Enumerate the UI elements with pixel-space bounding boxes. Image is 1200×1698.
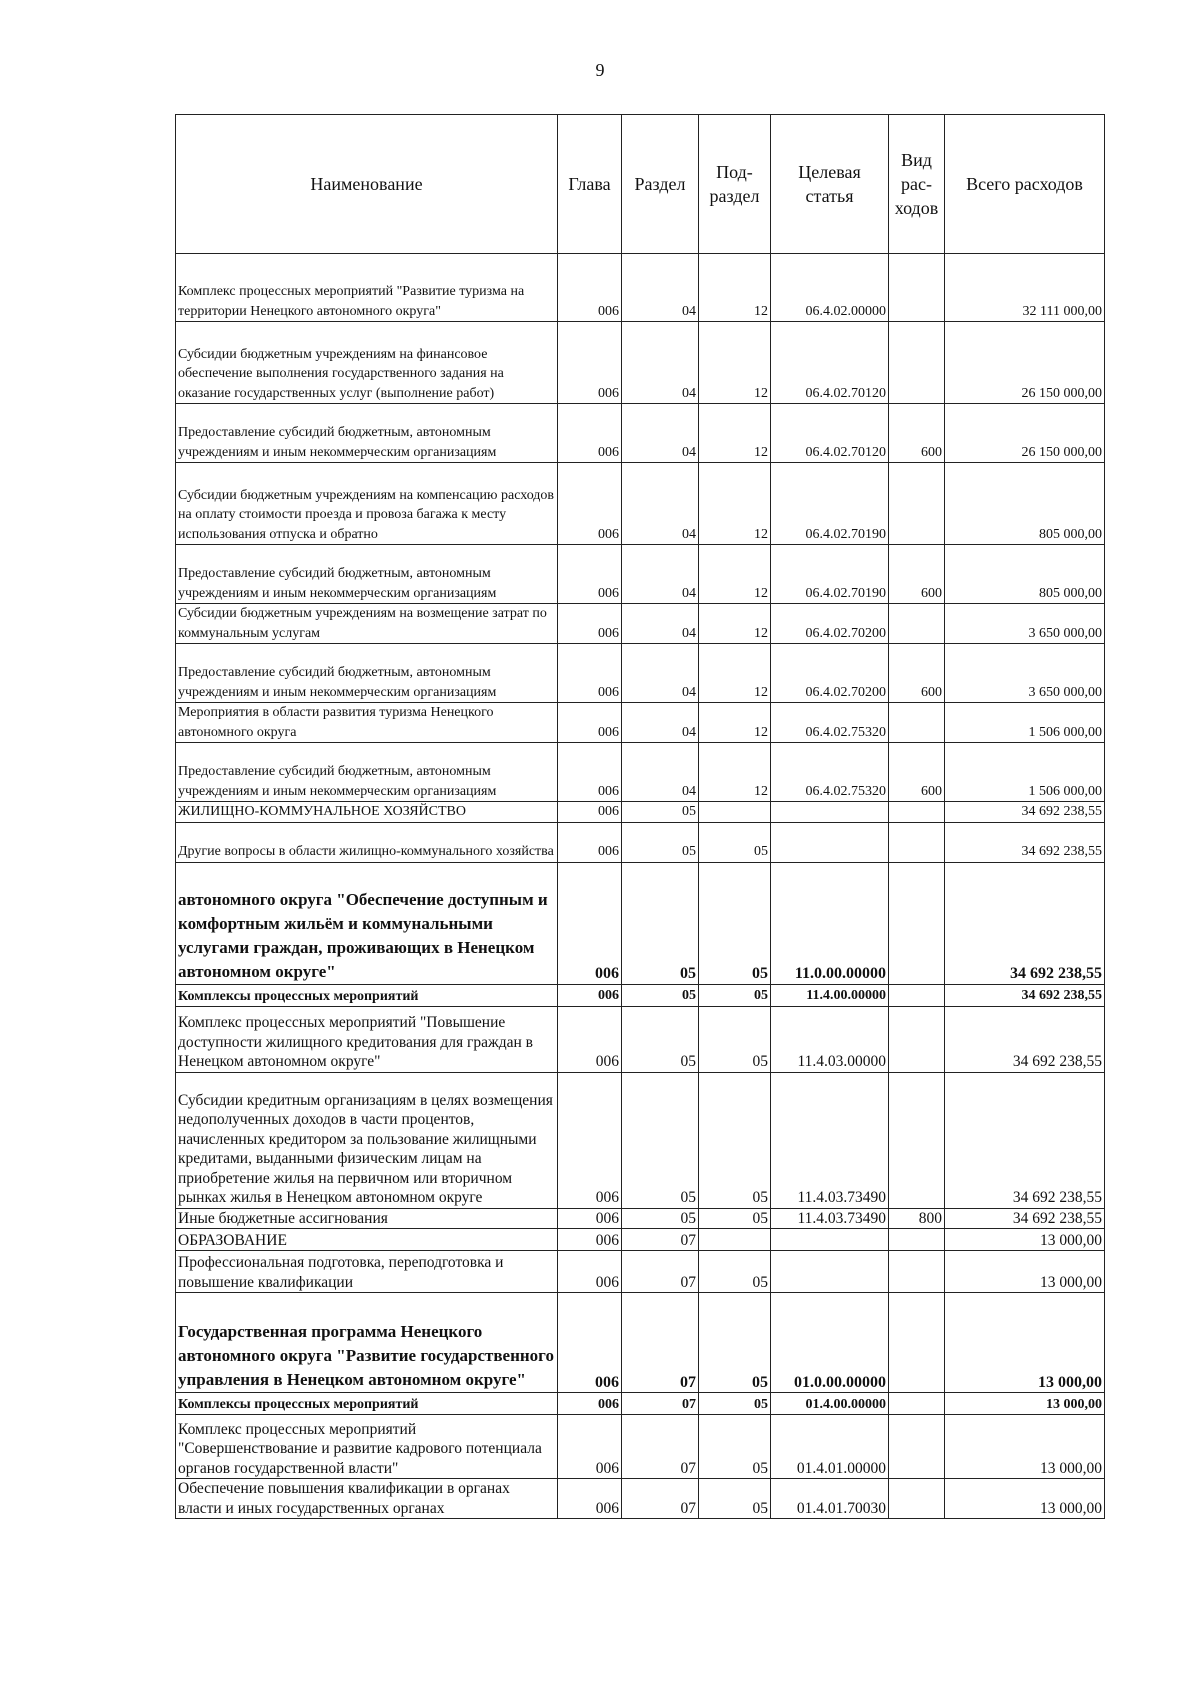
row-name: Предоставление субсидий бюджетным, автономным учреждениям и иным некоммерческим организациям	[178, 764, 497, 799]
row-name-cell	[176, 1229, 558, 1251]
row-glava-cell: 006	[558, 254, 622, 322]
table-row	[176, 1006, 1105, 1072]
row-razdel-cell: 05	[622, 822, 699, 862]
header-podrazdel: Под- раздел	[699, 115, 771, 254]
row-statya-cell: 06.4.02.75320	[771, 743, 889, 802]
row-razdel-cell: 05	[622, 1208, 699, 1229]
row-podrazdel-cell: 05	[699, 1479, 771, 1519]
row-total-cell: 26 150 000,00	[945, 404, 1105, 463]
row-total-cell: 34 692 238,55	[945, 1208, 1105, 1229]
row-total-cell: 3 650 000,00	[945, 644, 1105, 703]
row-total-cell: 13 000,00	[945, 1415, 1105, 1479]
row-total-cell: 26 150 000,00	[945, 322, 1105, 404]
row-total-cell: 805 000,00	[945, 463, 1105, 545]
row-razdel-cell: 04	[622, 322, 699, 404]
row-razdel-cell: 04	[622, 254, 699, 322]
table-row	[176, 703, 1105, 743]
row-razdel-cell: 05	[622, 1006, 699, 1072]
row-statya-cell: 06.4.02.70200	[771, 644, 889, 703]
table-row	[176, 743, 1105, 802]
row-podrazdel-cell: 12	[699, 404, 771, 463]
table-row	[176, 822, 1105, 862]
row-razdel-cell: 05	[622, 802, 699, 823]
row-glava-cell: 006	[558, 404, 622, 463]
row-vid-cell	[889, 1293, 945, 1393]
row-podrazdel-cell: 12	[699, 703, 771, 743]
row-name-cell	[176, 703, 558, 743]
row-name: ОБРАЗОВАНИЕ	[178, 1231, 287, 1249]
row-statya-cell	[771, 1229, 889, 1251]
row-name-cell	[176, 743, 558, 802]
row-glava-cell: 006	[558, 822, 622, 862]
row-razdel-cell: 05	[622, 984, 699, 1006]
header-statya: Целевая статья	[771, 115, 889, 254]
header-glava: Глава	[558, 115, 622, 254]
table-row	[176, 463, 1105, 545]
row-vid-cell	[889, 984, 945, 1006]
row-podrazdel-cell: 05	[699, 1208, 771, 1229]
row-vid-cell	[889, 1229, 945, 1251]
row-vid-cell	[889, 1006, 945, 1072]
row-glava-cell: 006	[558, 802, 622, 823]
row-statya-cell: 06.4.02.70200	[771, 604, 889, 644]
row-name-cell	[176, 822, 558, 862]
table-row	[176, 984, 1105, 1006]
row-vid-cell	[889, 862, 945, 984]
row-podrazdel-cell: 12	[699, 545, 771, 604]
row-podrazdel-cell: 12	[699, 743, 771, 802]
row-statya-cell: 11.4.03.73490	[771, 1208, 889, 1229]
row-podrazdel-cell	[699, 802, 771, 823]
row-statya-cell	[771, 802, 889, 823]
row-total-cell: 34 692 238,55	[945, 1006, 1105, 1072]
table-row	[176, 604, 1105, 644]
header-vid: Вид рас- ходов	[889, 115, 945, 254]
row-name-cell	[176, 404, 558, 463]
table-row	[176, 1293, 1105, 1393]
row-vid-cell	[889, 322, 945, 404]
row-name-cell	[176, 1208, 558, 1229]
row-razdel-cell: 07	[622, 1393, 699, 1415]
row-podrazdel-cell: 12	[699, 322, 771, 404]
row-name-cell	[176, 1072, 558, 1208]
row-vid-cell	[889, 802, 945, 823]
row-vid-cell	[889, 703, 945, 743]
row-podrazdel-cell: 05	[699, 1072, 771, 1208]
budget-table	[175, 114, 1105, 1519]
row-podrazdel-cell: 12	[699, 463, 771, 545]
row-vid-cell: 600	[889, 644, 945, 703]
row-total-cell: 1 506 000,00	[945, 743, 1105, 802]
row-podrazdel-cell: 05	[699, 984, 771, 1006]
row-vid-cell	[889, 822, 945, 862]
row-name: Субсидии бюджетным учреждениям на финансовое обеспечение выполнения государственного задания на оказание государственных услуг (выполнение работ)	[178, 346, 504, 401]
row-podrazdel-cell: 05	[699, 1006, 771, 1072]
row-name-cell	[176, 862, 558, 984]
row-name: Государственная программа Ненецкого автономного округа "Развитие государственного управления в Ненецком автономном округе"	[178, 1322, 554, 1389]
row-name: Комплекс процессных мероприятий "Развитие туризма на территории Ненецкого автономного округа"	[178, 284, 525, 319]
row-name: автономного округа "Обеспечение доступным и комфортным жильём и коммунальными услугами граждан, проживающих в Ненецком автономном округе"	[178, 889, 548, 981]
row-glava-cell: 006	[558, 1229, 622, 1251]
row-total-cell: 13 000,00	[945, 1293, 1105, 1393]
row-razdel-cell: 04	[622, 743, 699, 802]
row-name: Обеспечение повышения квалификации в органах власти и иных государственных органах	[178, 1480, 510, 1517]
row-razdel-cell: 04	[622, 545, 699, 604]
row-name: Комплексы процессных мероприятий	[178, 988, 419, 1004]
row-name-cell	[176, 463, 558, 545]
row-total-cell: 1 506 000,00	[945, 703, 1105, 743]
row-vid-cell	[889, 1393, 945, 1415]
row-vid-cell	[889, 1251, 945, 1293]
row-name-cell	[176, 604, 558, 644]
row-vid-cell	[889, 463, 945, 545]
table-row	[176, 644, 1105, 703]
row-podrazdel-cell: 05	[699, 1293, 771, 1393]
row-name-cell	[176, 1479, 558, 1519]
row-glava-cell: 006	[558, 322, 622, 404]
row-total-cell: 3 650 000,00	[945, 604, 1105, 644]
header-razdel: Раздел	[622, 115, 699, 254]
row-total-cell: 13 000,00	[945, 1393, 1105, 1415]
row-podrazdel-cell	[699, 1229, 771, 1251]
table-row	[176, 1415, 1105, 1479]
row-vid-cell: 600	[889, 404, 945, 463]
row-name: Субсидии бюджетным учреждениям на возмещение затрат по коммунальным услугам	[178, 606, 547, 641]
row-name-cell	[176, 984, 558, 1006]
row-total-cell: 32 111 000,00	[945, 254, 1105, 322]
row-statya-cell: 11.4.00.00000	[771, 984, 889, 1006]
row-razdel-cell: 07	[622, 1229, 699, 1251]
header-row	[176, 115, 1105, 254]
row-podrazdel-cell: 05	[699, 1415, 771, 1479]
row-glava-cell: 006	[558, 743, 622, 802]
row-vid-cell	[889, 1415, 945, 1479]
table-row	[176, 802, 1105, 823]
row-glava-cell: 006	[558, 1415, 622, 1479]
row-vid-cell: 600	[889, 545, 945, 604]
row-razdel-cell: 04	[622, 644, 699, 703]
row-name: Иные бюджетные ассигнования	[178, 1209, 388, 1227]
row-glava-cell: 006	[558, 1479, 622, 1519]
row-total-cell: 34 692 238,55	[945, 862, 1105, 984]
row-name-cell	[176, 1251, 558, 1293]
row-glava-cell: 006	[558, 604, 622, 644]
row-podrazdel-cell: 12	[699, 254, 771, 322]
row-glava-cell: 006	[558, 703, 622, 743]
row-razdel-cell: 07	[622, 1293, 699, 1393]
row-glava-cell: 006	[558, 1393, 622, 1415]
table-row	[176, 545, 1105, 604]
row-statya-cell: 06.4.02.70190	[771, 545, 889, 604]
row-name-cell	[176, 322, 558, 404]
row-razdel-cell: 07	[622, 1479, 699, 1519]
row-statya-cell: 01.0.00.00000	[771, 1293, 889, 1393]
row-name-cell	[176, 802, 558, 823]
row-name: Предоставление субсидий бюджетным, автономным учреждениям и иным некоммерческим организациям	[178, 425, 497, 460]
row-name: Комплекс процессных мероприятий "Совершенствование и развитие кадрового потенциала органов государственной власти"	[178, 1420, 542, 1477]
table-row	[176, 1208, 1105, 1229]
row-name-cell	[176, 1393, 558, 1415]
row-glava-cell: 006	[558, 1006, 622, 1072]
row-name: Комплекс процессных мероприятий "Повышение доступности жилищного кредитования для граждан в Ненецком автономном округе"	[178, 1014, 534, 1070]
row-name-cell	[176, 1415, 558, 1479]
row-statya-cell: 11.4.03.00000	[771, 1006, 889, 1072]
row-total-cell: 13 000,00	[945, 1229, 1105, 1251]
row-podrazdel-cell: 12	[699, 604, 771, 644]
table-row	[176, 1251, 1105, 1293]
row-name-cell	[176, 1006, 558, 1072]
row-name: Предоставление субсидий бюджетным, автономным учреждениям и иным некоммерческим организациям	[178, 665, 497, 700]
row-podrazdel-cell: 05	[699, 1393, 771, 1415]
row-vid-cell	[889, 254, 945, 322]
row-glava-cell: 006	[558, 463, 622, 545]
row-total-cell: 34 692 238,55	[945, 984, 1105, 1006]
row-name: Предоставление субсидий бюджетным, автономным учреждениям и иным некоммерческим организациям	[178, 566, 497, 601]
row-total-cell: 13 000,00	[945, 1479, 1105, 1519]
row-statya-cell: 11.4.03.73490	[771, 1072, 889, 1208]
row-name: ЖИЛИЩНО-КОММУНАЛЬНОЕ ХОЗЯЙСТВО	[178, 804, 466, 819]
table-row	[176, 1229, 1105, 1251]
row-statya-cell: 01.4.01.00000	[771, 1415, 889, 1479]
row-name: Субсидии кредитным организациям в целях возмещения недополученных доходов в части процентов, начисленных кредитором за пользование жилищными кредитами, выданными физическим лицам на приобретение жилья на первичном или вторичном рынках жилья в Ненецком автономном округе	[178, 1091, 553, 1206]
row-razdel-cell: 04	[622, 604, 699, 644]
row-podrazdel-cell: 12	[699, 644, 771, 703]
row-statya-cell: 06.4.02.75320	[771, 703, 889, 743]
table-row	[176, 1479, 1105, 1519]
row-glava-cell: 006	[558, 1208, 622, 1229]
row-razdel-cell: 04	[622, 463, 699, 545]
row-vid-cell: 600	[889, 743, 945, 802]
row-glava-cell: 006	[558, 862, 622, 984]
row-vid-cell	[889, 1479, 945, 1519]
row-name: Комплексы процессных мероприятий	[178, 1397, 419, 1412]
row-statya-cell: 01.4.01.70030	[771, 1479, 889, 1519]
row-name-cell	[176, 254, 558, 322]
row-name: Субсидии бюджетным учреждениям на компенсацию расходов на оплату стоимости проезда и провоза багажа к месту использования отпуска и обратно	[178, 487, 555, 542]
row-total-cell: 805 000,00	[945, 545, 1105, 604]
row-glava-cell: 006	[558, 545, 622, 604]
row-glava-cell: 006	[558, 1293, 622, 1393]
row-statya-cell: 06.4.02.70120	[771, 404, 889, 463]
row-razdel-cell: 05	[622, 862, 699, 984]
row-name: Профессиональная подготовка, переподготовка и повышение квалификации	[178, 1254, 504, 1291]
row-razdel-cell: 07	[622, 1251, 699, 1293]
row-vid-cell: 800	[889, 1208, 945, 1229]
row-vid-cell	[889, 604, 945, 644]
row-podrazdel-cell: 05	[699, 822, 771, 862]
row-razdel-cell: 04	[622, 703, 699, 743]
row-name: Мероприятия в области развития туризма Ненецкого автономного округа	[178, 705, 494, 740]
row-statya-cell	[771, 822, 889, 862]
row-podrazdel-cell: 05	[699, 862, 771, 984]
table-row	[176, 404, 1105, 463]
table-row	[176, 1072, 1105, 1208]
row-glava-cell: 006	[558, 984, 622, 1006]
header-name: Наименование	[176, 115, 558, 254]
header-total: Всего расходов	[945, 115, 1105, 254]
row-statya-cell: 06.4.02.70190	[771, 463, 889, 545]
row-name-cell	[176, 545, 558, 604]
row-total-cell: 13 000,00	[945, 1251, 1105, 1293]
row-name-cell	[176, 644, 558, 703]
row-statya-cell: 06.4.02.70120	[771, 322, 889, 404]
row-name-cell	[176, 1293, 558, 1393]
row-glava-cell: 006	[558, 644, 622, 703]
row-glava-cell: 006	[558, 1251, 622, 1293]
table-row	[176, 254, 1105, 322]
row-razdel-cell: 05	[622, 1072, 699, 1208]
row-total-cell: 34 692 238,55	[945, 822, 1105, 862]
row-statya-cell	[771, 1251, 889, 1293]
row-podrazdel-cell: 05	[699, 1251, 771, 1293]
row-statya-cell: 06.4.02.00000	[771, 254, 889, 322]
table-row	[176, 322, 1105, 404]
row-total-cell: 34 692 238,55	[945, 1072, 1105, 1208]
row-razdel-cell: 07	[622, 1415, 699, 1479]
row-glava-cell: 006	[558, 1072, 622, 1208]
row-vid-cell	[889, 1072, 945, 1208]
row-statya-cell: 11.0.00.00000	[771, 862, 889, 984]
row-statya-cell: 01.4.00.00000	[771, 1393, 889, 1415]
table-row	[176, 1393, 1105, 1415]
page-number: 9	[595, 60, 605, 80]
table-row	[176, 862, 1105, 984]
row-total-cell: 34 692 238,55	[945, 802, 1105, 823]
row-razdel-cell: 04	[622, 404, 699, 463]
row-name: Другие вопросы в области жилищно-коммунального хозяйства	[178, 844, 554, 859]
